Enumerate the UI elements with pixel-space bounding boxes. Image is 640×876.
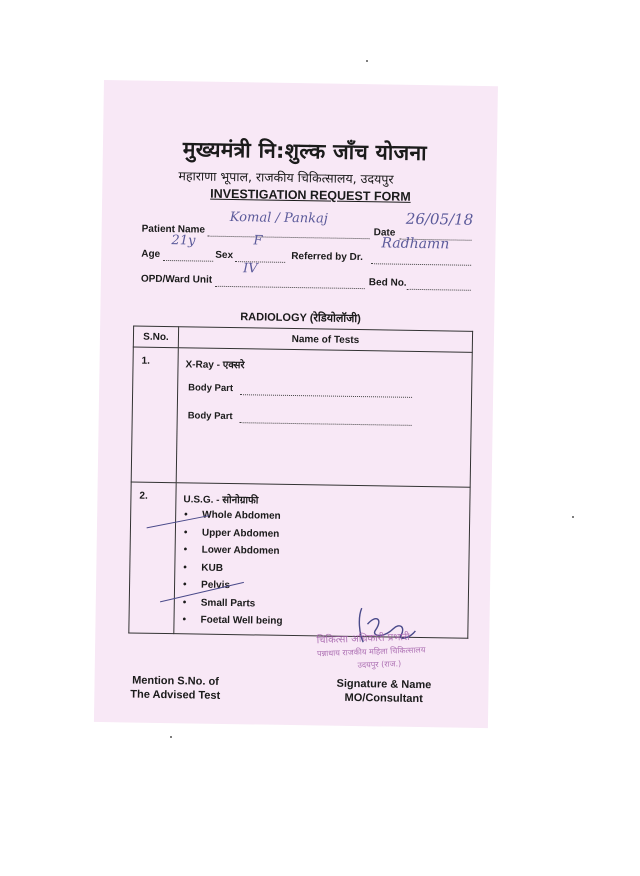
xray-sno: 1. bbox=[131, 347, 178, 483]
sno-column-header: S.No. bbox=[133, 326, 178, 348]
body-part-line bbox=[240, 413, 412, 426]
sex-value: F bbox=[253, 233, 263, 249]
scan-speck bbox=[170, 736, 172, 738]
radiology-heading: RADIOLOGY (रेडियोलॉजी) bbox=[240, 311, 361, 326]
stamp-line: उदयपुर (राज.) bbox=[357, 659, 402, 670]
usg-item-lower-abdomen: • Lower Abdomen bbox=[183, 544, 283, 563]
age-line bbox=[163, 250, 213, 262]
usg-item-whole-abdomen: • Whole Abdomen bbox=[184, 509, 284, 528]
usg-item-foetal-well-being: • Foetal Well being bbox=[182, 614, 282, 633]
investigation-form-sheet bbox=[94, 80, 498, 728]
referred-by-value: Radhamn bbox=[381, 235, 450, 253]
opd-ward-label: OPD/Ward Unit bbox=[140, 273, 213, 286]
date-label: Date bbox=[373, 227, 396, 239]
opd-ward-value: IV bbox=[242, 261, 258, 277]
usg-sno: 2. bbox=[129, 482, 176, 634]
scheme-title: मुख्यमंत्री नि:शुल्क जाँच योजना bbox=[182, 137, 428, 166]
usg-item-kub: • KUB bbox=[183, 562, 283, 581]
referred-by-line bbox=[371, 253, 471, 266]
patient-name-label: Patient Name bbox=[141, 223, 206, 236]
xray-title: X-Ray - एक्सरे bbox=[185, 359, 245, 372]
scan-speck bbox=[572, 516, 574, 518]
bed-no-label: Bed No. bbox=[368, 277, 407, 289]
usg-item-upper-abdomen: • Upper Abdomen bbox=[184, 527, 284, 546]
body-part-line bbox=[240, 385, 412, 398]
usg-item-pelvis: • Pelvis bbox=[183, 579, 283, 598]
mention-line: The Advised Test bbox=[130, 688, 221, 702]
date-value: 26/05/18 bbox=[405, 209, 474, 229]
tests-column-header: Name of Tests bbox=[178, 327, 472, 353]
xray-cell bbox=[176, 348, 472, 488]
hospital-name: महाराणा भूपाल, राजकीय चिकित्सालय, उदयपुर bbox=[178, 168, 394, 187]
age-value: 21y bbox=[171, 233, 196, 249]
bed-no-line bbox=[407, 279, 471, 291]
body-part-label: Body Part bbox=[188, 382, 234, 395]
usg-cell bbox=[174, 483, 470, 639]
mention-sno-note bbox=[130, 673, 220, 702]
signature-line: MO/Consultant bbox=[344, 691, 423, 706]
official-stamp bbox=[316, 630, 426, 673]
signature-label bbox=[336, 677, 431, 706]
sex-label: Sex bbox=[215, 249, 234, 262]
usg-title: U.S.G. - सोनोग्राफी bbox=[183, 494, 259, 507]
mention-line: Mention S.No. of bbox=[132, 674, 219, 688]
stamp-line: चिकित्सा अधिकारी प्रभारी bbox=[316, 631, 410, 647]
tests-table bbox=[128, 325, 473, 638]
scan-speck bbox=[366, 60, 368, 62]
form-title: INVESTIGATION REQUEST FORM bbox=[210, 186, 411, 204]
signature-line: Signature & Name bbox=[336, 677, 432, 692]
stamp-line: पन्नाधाय राजकीय महिला चिकित्सालय bbox=[316, 645, 426, 659]
patient-name-line bbox=[208, 226, 370, 240]
usg-item-small-parts: • Small Parts bbox=[183, 597, 283, 616]
patient-name-value: Komal / Pankaj bbox=[229, 209, 328, 227]
body-part-label: Body Part bbox=[187, 410, 233, 423]
usg-test-list bbox=[182, 509, 284, 633]
referred-by-label: Referred by Dr. bbox=[291, 250, 364, 264]
table-row-xray bbox=[131, 347, 472, 487]
age-label: Age bbox=[141, 248, 161, 260]
opd-ward-line bbox=[215, 276, 365, 289]
